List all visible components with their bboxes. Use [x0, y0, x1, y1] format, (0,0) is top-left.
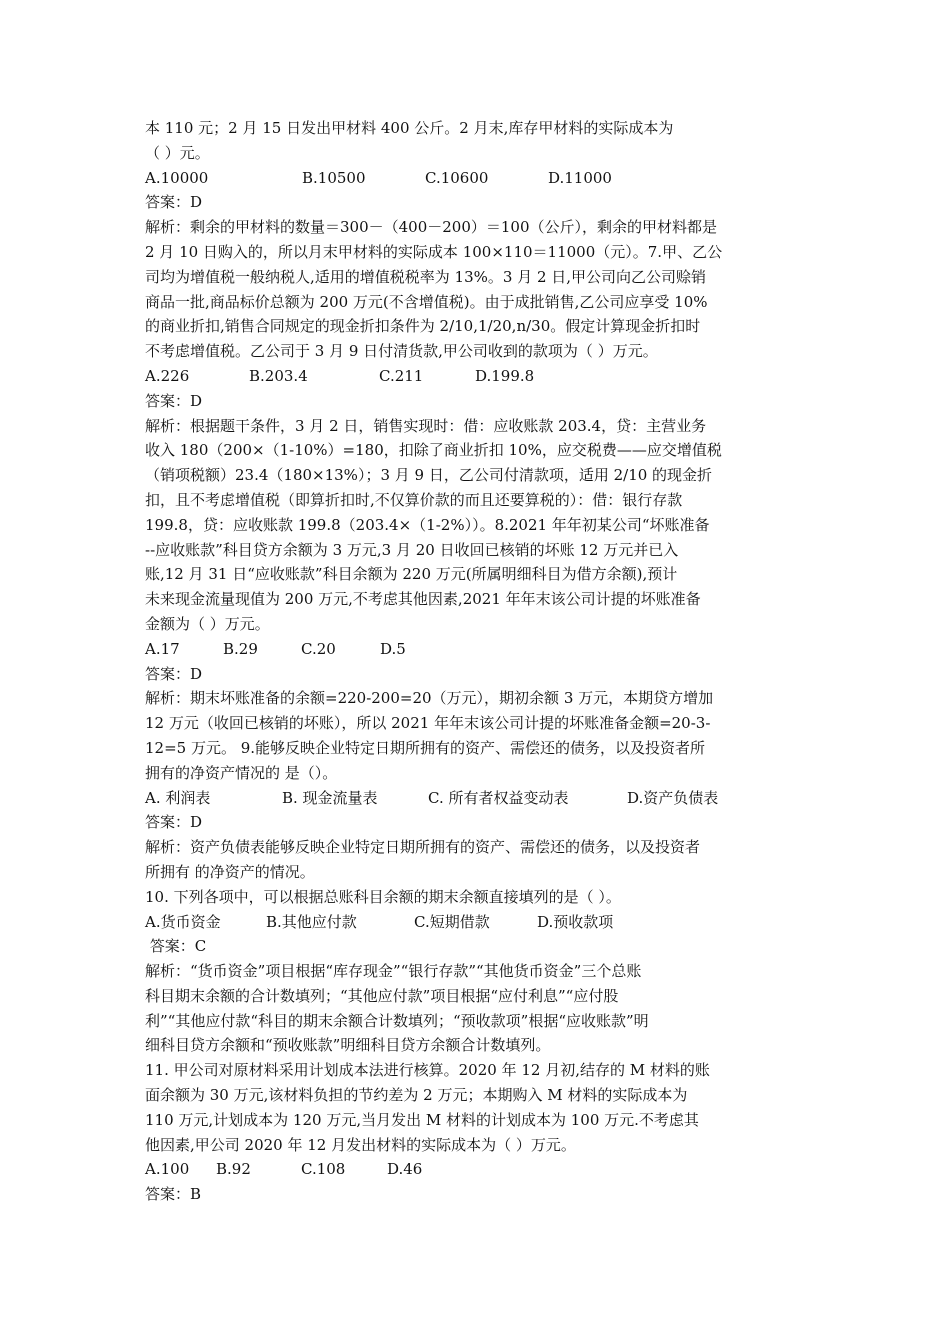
answer-options [145, 637, 825, 662]
text-line: 110 万元,计划成本为 120 万元,当月发出 M 材料的计划成本为 100 万元.不考虑其 [145, 1110, 699, 1129]
option-item: A.货币资金 [145, 912, 221, 931]
answer-options [145, 910, 825, 935]
text-line: （ ）元。 [145, 143, 210, 162]
option-item: D.资产负债表 [627, 788, 719, 807]
text-line: 2 月 10 日购入的，所以月末甲材料的实际成本 100×110＝11000（元）。7.甲、乙公 [145, 242, 723, 261]
option-item: A. 利润表 [145, 788, 211, 807]
text-line: 商品一批,商品标价总额为 200 万元(不含增值税)。由于成批销售,乙公司应享受 10% [145, 292, 708, 311]
text-line: 11. 甲公司对原材料采用计划成本法进行核算。2020 年 12 月初,结存的 M 材料的账 [145, 1061, 710, 1080]
answer-options [145, 166, 825, 191]
text-line: 答案：C [145, 937, 207, 956]
text-line: 拥有的净资产情况的 是（）。 [145, 763, 338, 782]
text-line: 利”“其他应付款“科目的期末余额合计数填列；“预收款项”根据“应收账款”明 [145, 1011, 649, 1030]
option-item: B.其他应付款 [266, 912, 357, 931]
text-line: 12=5 万元。 9.能够反映企业特定日期所拥有的资产、需偿还的债务，以及投资者所 [145, 738, 706, 757]
option-item: C.10600 [425, 168, 489, 187]
option-item: B.10500 [302, 168, 366, 187]
text-line: 扣，且不考虑增值税（即算折扣时,不仅算价款的而且还要算税的）：借：银行存款 [145, 490, 683, 509]
text-line: 司均为增值税一般纳税人,适用的增值税税率为 13%。3 月 2 日,甲公司向乙公司赊销 [145, 267, 707, 286]
option-item: A.100 [145, 1160, 190, 1179]
text-line: 本 110 元；2 月 15 日发出甲材料 400 公斤。2 月末,库存甲材料的实际成本为 [145, 119, 674, 137]
text-line: 答案：B [145, 1185, 202, 1204]
option-item: D.11000 [548, 168, 612, 187]
option-item: A.17 [145, 639, 180, 658]
text-line: --应收账款”科目贷方余额为 3 万元,3 月 20 日收回已核销的坏账 12 万元并已入 [145, 540, 679, 559]
text-line: 解析：资产负债表能够反映企业特定日期所拥有的资产、需偿还的债务，以及投资者 [145, 838, 701, 857]
text-line: 解析：“货币资金”项目根据“库存现金”“银行存款”“其他货币资金”三个总账 [145, 962, 642, 981]
text-line: 解析：剩余的甲材料的数量＝300－（400－200）＝100（公斤），剩余的甲材料都是 [145, 218, 718, 237]
text-line: 所拥有 的净资产的情况。 [145, 862, 315, 881]
option-item: B.203.4 [249, 366, 308, 385]
text-line: 细科目贷方余额和“预收账款”明细科目贷方余额合计数填列。 [145, 1036, 551, 1055]
answer-options [145, 786, 825, 811]
answer-options [145, 1157, 825, 1182]
option-item: D.46 [387, 1160, 423, 1179]
option-item: C.108 [301, 1160, 346, 1179]
text-line: 收入 180（200×（1-10%）=180，扣除了商业折扣 10%，应交税费——应交增值税 [145, 441, 722, 460]
option-item: B. 现金流量表 [282, 788, 378, 807]
text-line: 的商业折扣,销售合同规定的现金折扣条件为 2/10,1/20,n/30。假定计算现金折扣时 [145, 317, 701, 336]
document-page [145, 116, 825, 1207]
text-line: 10. 下列各项中，可以根据总账科目余额的期末余额直接填列的是（ ）。 [145, 887, 621, 906]
option-item: C. 所有者权益变动表 [428, 788, 569, 807]
option-item: A.226 [145, 366, 190, 385]
text-line: 账,12 月 31 日“应收账款”科目余额为 220 万元(所属明细科目为借方余额),预计 [145, 565, 678, 584]
text-line: 不考虑增值税。乙公司于 3 月 9 日付清货款,甲公司收到的款项为（ ）万元。 [145, 342, 658, 361]
option-item: C.短期借款 [414, 912, 490, 931]
option-item: B.92 [216, 1160, 251, 1179]
text-line: 未来现金流量现值为 200 万元,不考虑其他因素,2021 年年末该公司计提的坏账准备 [145, 590, 701, 609]
option-item: C.20 [301, 639, 336, 658]
option-item: D.199.8 [475, 366, 535, 385]
text-line: 答案：D [145, 193, 203, 212]
option-item: D.5 [380, 639, 406, 658]
text-line: 解析：根据题干条件，3 月 2 日，销售实现时：借：应收账款 203.4，贷：主营业务 [145, 416, 707, 435]
text-line: 解析：期末坏账准备的余额=220-200=20（万元），期初余额 3 万元，本期贷方增加 [145, 689, 714, 708]
text-line: 面余额为 30 万元,该材料负担的节约差为 2 万元；本期购入 M 材料的实际成本为 [145, 1086, 688, 1105]
option-item: C.211 [379, 366, 424, 385]
text-line: 12 万元（收回已核销的坏账），所以 2021 年年末该公司计提的坏账准备金额=20-3- [145, 714, 711, 733]
text-line: 199.8，贷：应收账款 199.8（203.4×（1-2%））。8.2021 年年初某公司“坏账准备 [145, 515, 710, 534]
text-line: 金额为（ ）万元。 [145, 614, 270, 633]
text-line: 答案：D [145, 664, 203, 683]
text-line: 他因素,甲公司 2020 年 12 月发出材料的实际成本为（ ）万元。 [145, 1135, 576, 1154]
text-line: 科目期末余额的合计数填列；“其他应付款”项目根据“应付利息”“应付股 [145, 986, 619, 1005]
option-item: B.29 [223, 639, 258, 658]
option-item: D.预收款项 [537, 912, 614, 931]
text-line: 答案：D [145, 391, 203, 410]
answer-options [145, 364, 825, 389]
text-line: （销项税额）23.4（180×13%）；3 月 9 日，乙公司付清款项，适用 2/10 的现金折 [145, 466, 713, 485]
text-line: 答案：D [145, 813, 203, 832]
option-item: A.10000 [145, 168, 209, 187]
